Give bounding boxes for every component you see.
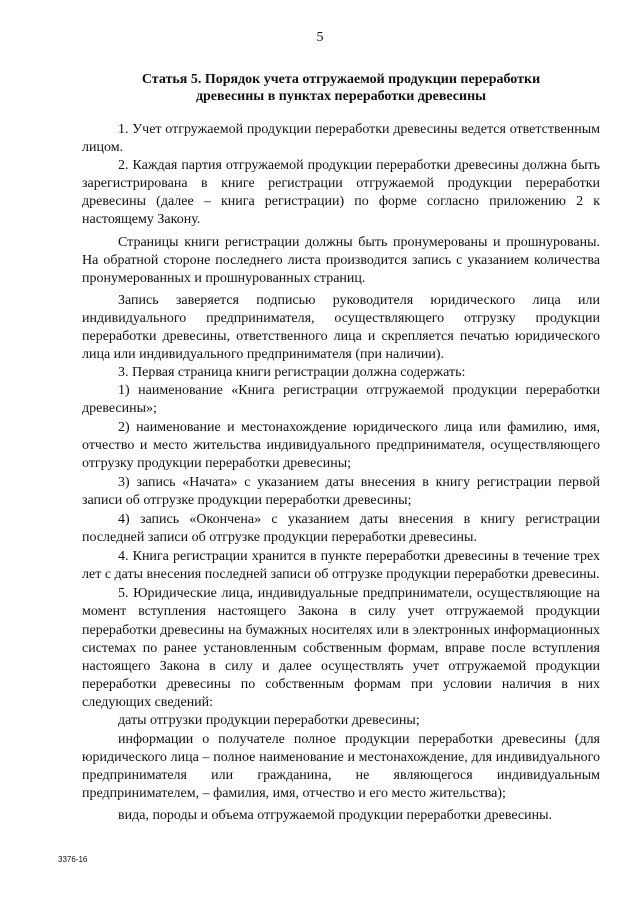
info-item-1: даты отгрузки продукции переработки древесины; [118, 713, 420, 728]
paragraph-pages: Страницы книги регистрации должны быть пронумерованы и прошнурованы. На обратной стороне последнего листа производится запись с указанием количества пронумерованных и прошнурованных страниц. [82, 234, 600, 286]
list-item-4: 4) запись «Окончена» с указанием даты внесения в книгу регистрации последней записи об отгрузке продукции переработки древесины. [82, 511, 600, 546]
paragraph-3: 3. Первая страница книги регистрации должна содержать: [118, 365, 466, 381]
article-body [82, 121, 600, 826]
article-heading [82, 71, 600, 105]
info-item-2: информации о получателе полное продукции переработки древесины (для юридического лица – полное наименование и местонахождение, для индивидуального предпринимателя или гражданина, не являющегося индивидуальным предпринимателем, – фамилия, имя, отчество и его место жительства); [82, 732, 600, 802]
paragraph-5: 5. Юридические лица, индивидуальные предприниматели, осуществляющие на момент вступления настоящего Закона в силу учет отгружаемой продукции переработки древесины на бумажных носителях или в электронных информационных системах по ранее установленным собственным формам, вправе после вступления настоящего Закона в силу и далее осуществлять учет отгружаемой продукции переработки древесины по собственным формам при условии наличия в них следующих сведений: [82, 586, 600, 710]
paragraph-record: Запись заверяется подписью руководителя юридического лица или индивидуального предпринимателя, осуществляющего отгрузку продукции переработки древесины, ответственного лица и скрепляется печатью юридического лица или индивидуального предпринимателя (при наличии). [82, 292, 600, 363]
paragraph-4: 4. Книга регистрации хранится в пункте переработки древесины в течение трех лет с даты внесения последней записи об отгрузке продукции переработки древесины. [82, 549, 600, 583]
article-heading-line-1: Статья 5. Порядок учета отгружаемой продукции переработки [141, 72, 541, 87]
page-number: 5 [316, 30, 324, 45]
article-heading-line-2: древесины в пунктах переработки древесины [195, 89, 487, 104]
list-item-1: 1) наименование «Книга регистрации отгружаемой продукции переработки древесины»; [82, 383, 600, 417]
list-item-2: 2) наименование и местонахождение юридического лица или фамилию, имя, отчество и место жительства индивидуального предпринимателя, осуществляющего отгрузку продукции переработки древесины; [82, 419, 600, 471]
document-code: 3376-16 [58, 855, 88, 864]
info-item-3: вида, породы и объема отгружаемой продукции переработки древесины. [118, 808, 553, 824]
paragraph-1: 1. Учет отгружаемой продукции переработки древесины ведется ответственным лицом. [82, 122, 600, 156]
list-item-3: 3) запись «Начата» с указанием даты внесения в книгу регистрации первой записи об отгрузке продукции переработки древесины; [82, 474, 600, 508]
paragraph-2: 2. Каждая партия отгружаемой продукции переработки древесины должна быть зарегистрирована в книге регистрации отгружаемой продукции переработки древесины (далее – книга регистрации) по форме согласно приложению 2 к настоящему Закону. [82, 158, 600, 228]
